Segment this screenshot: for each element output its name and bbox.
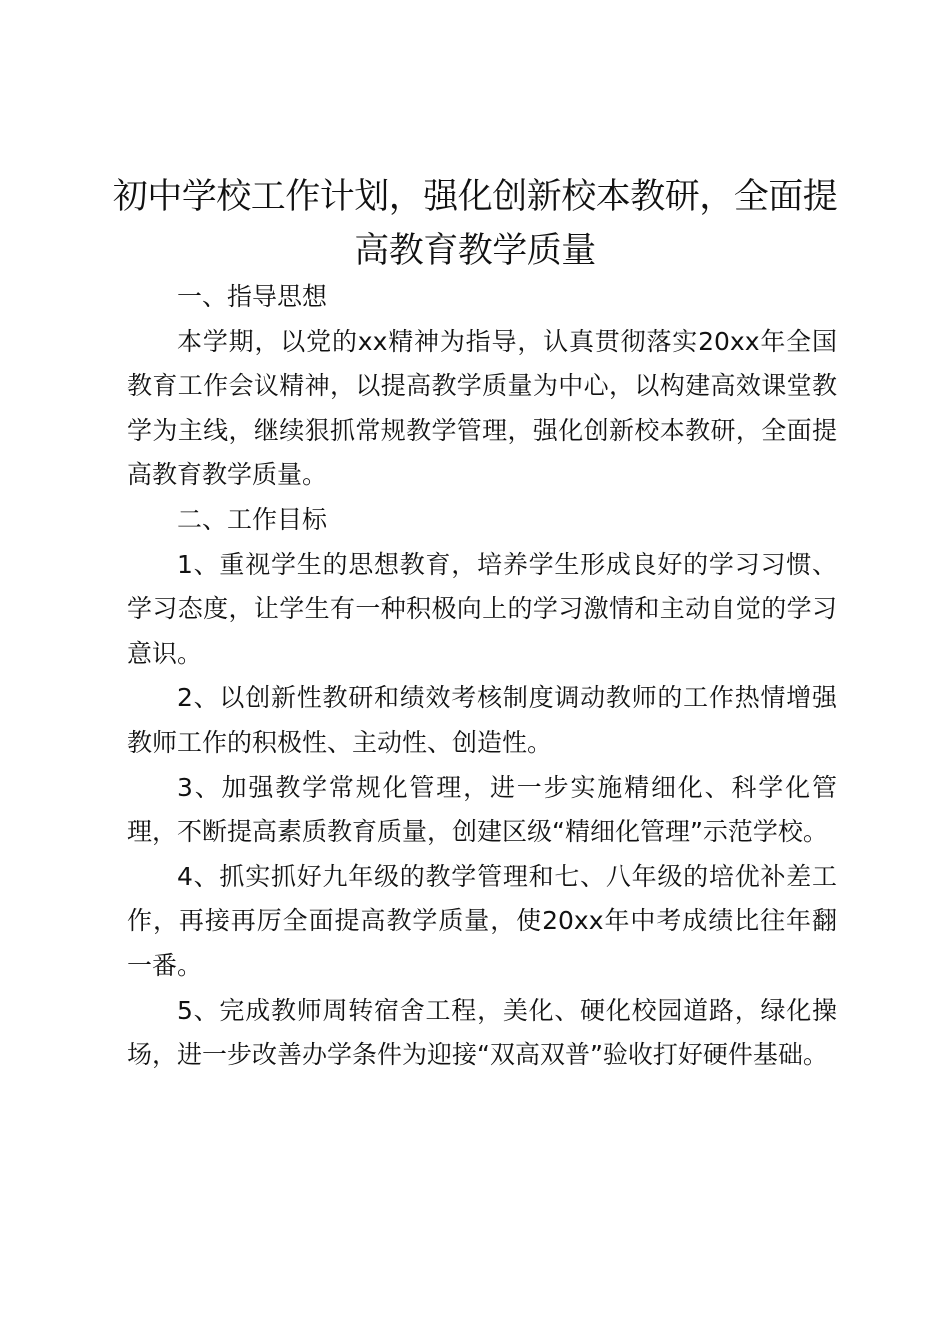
goal-item-2: 2、以创新性教研和绩效考核制度调动教师的工作热情增强教师工作的积极性、主动性、创造性。 — [127, 683, 837, 757]
document-title: 初中学校工作计划，强化创新校本教研，全面提高教育教学质量 — [112, 177, 838, 271]
paragraph-guiding-ideology: 本学期，以党的xx精神为指导，认真贯彻落实20xx年全国教育工作会议精神，以提高教学质量为中心，以构建高效课堂教学为主线，继续狠抓常规教学管理，强化创新校本教研，全面提高教育教学质量。 — [127, 326, 837, 490]
goal-item-3: 3、加强教学常规化管理，进一步实施精细化、科学化管理，不断提高素质教育质量，创建区级“精细化管理”示范学校。 — [127, 772, 837, 847]
goal-item-5: 5、完成教师周转宿舍工程，美化、硬化校园道路，绿化操场，进一步改善办学条件为迎接“双高双普”验收打好硬件基础。 — [127, 995, 837, 1070]
goal-item-1: 1、重视学生的思想教育，培养学生形成良好的学习习惯、学习态度，让学生有一种积极向上的学习激情和主动自觉的学习意识。 — [127, 549, 837, 668]
goal-item-4: 4、抓实抓好九年级的教学管理和七、八年级的培优补差工作，再接再厉全面提高教学质量，使20xx年中考成绩比往年翻一番。 — [127, 861, 837, 980]
section-heading-work-goals: 二、工作目标 — [177, 504, 328, 534]
document-body — [127, 275, 837, 1078]
section-heading-guiding-ideology: 一、指导思想 — [177, 282, 328, 311]
